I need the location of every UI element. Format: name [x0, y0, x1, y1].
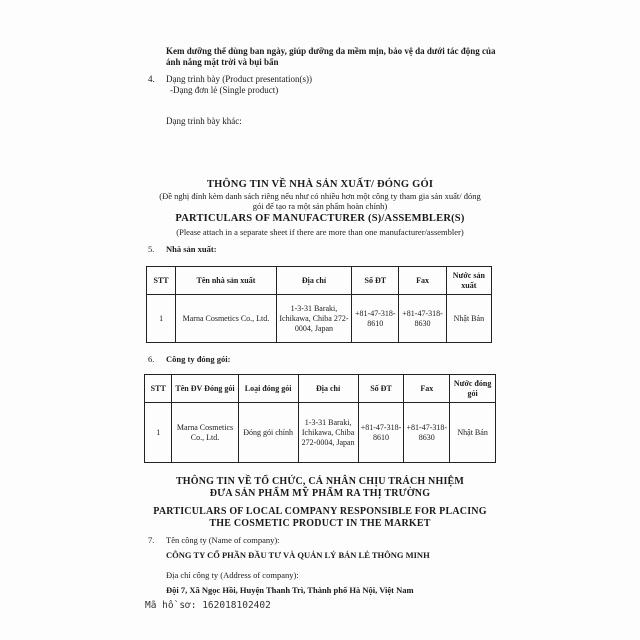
record-code: Mã hồ sơ: 162018102402: [145, 600, 271, 611]
item-4-label: Dạng trình bày (Product presentation(s)): [166, 74, 312, 84]
table-row: [145, 403, 496, 463]
col-header-address: Địa chỉ: [276, 267, 351, 295]
intro-line-1: Kem dưỡng thể dùng ban ngày, giúp dưỡng da mềm mịn, bảo vệ da dưới tác động của: [166, 46, 496, 56]
manufacturer-table: [146, 266, 492, 343]
item-4-value: -Dạng đơn lẻ (Single product): [170, 85, 279, 95]
col-header-country: Nước sản xuất: [446, 267, 491, 295]
cell-stt: 1: [145, 403, 172, 463]
item-5-label: Nhà sản xuất:: [166, 244, 217, 254]
packager-table: [144, 374, 496, 463]
packager-table-header: [145, 375, 496, 403]
item-7-address: Đội 7, Xã Ngọc Hồi, Huyện Thanh Trì, Thành phố Hà Nội, Việt Nam: [166, 585, 414, 595]
col-header-phone: Số ĐT: [358, 375, 404, 403]
col-header-address: Địa chỉ: [298, 375, 358, 403]
cell-phone: +81-47-318-8610: [352, 295, 399, 343]
cell-stt: 1: [147, 295, 176, 343]
cell-country: Nhật Bản: [450, 403, 496, 463]
col-header-fax: Fax: [399, 267, 446, 295]
table-row: [147, 295, 492, 343]
item-4-number: 4.: [148, 74, 155, 84]
intro-line-2: ánh nắng mặt trời và bụi bẩn: [166, 57, 279, 67]
col-header-phone: Số ĐT: [352, 267, 399, 295]
col-header-fax: Fax: [404, 375, 450, 403]
col-header-stt: STT: [147, 267, 176, 295]
cell-country: Nhật Bản: [446, 295, 491, 343]
item-6-number: 6.: [148, 354, 155, 364]
local-title-vi-2: ĐƯA SẢN PHẨM MỸ PHẨM RA THỊ TRƯỜNG: [209, 488, 431, 499]
item-7-company: CÔNG TY CỔ PHẦN ĐẦU TƯ VÀ QUẢN LÝ BÁN LẺ THÔNG MINH: [166, 550, 430, 560]
cell-fax: +81-47-318-8630: [399, 295, 446, 343]
col-header-country: Nước đóng gói: [450, 375, 496, 403]
manufacturer-title-vi: THÔNG TIN VỀ NHÀ SẢN XUẤT/ ĐÓNG GÓI: [206, 179, 434, 190]
cell-address: 1-3-31 Baraki, Ichikawa, Chiba 272-0004, Japan: [298, 403, 358, 463]
cell-type: Đóng gói chính: [238, 403, 298, 463]
manufacturer-title-en: PARTICULARS OF MANUFACTURER (S)/ASSEMBLER(S): [175, 213, 465, 224]
item-5-number: 5.: [148, 244, 155, 254]
col-header-stt: STT: [145, 375, 172, 403]
col-header-name: Tên ĐV Đóng gói: [172, 375, 238, 403]
item-6-label: Công ty đóng gói:: [166, 354, 231, 364]
manufacturer-note-en: (Please attach in a separate sheet if there are more than one manufacturer/assembler): [176, 227, 464, 237]
col-header-type: Loại đóng gói: [238, 375, 298, 403]
item-4-other: Dạng trình bày khác:: [166, 116, 242, 126]
local-title-en-2: THE COSMETIC PRODUCT IN THE MARKET: [209, 518, 431, 529]
item-7-number: 7.: [148, 535, 155, 545]
cell-name: Marna Cosmetics Co., Ltd.: [172, 403, 238, 463]
manufacturer-note-vi-2: gói để tạo ra một sản phẩm hoàn chỉnh): [252, 201, 388, 211]
col-header-name: Tên nhà sản xuất: [176, 267, 277, 295]
item-7-label: Tên công ty (Name of company):: [166, 535, 280, 545]
local-title-en-1: PARTICULARS OF LOCAL COMPANY RESPONSIBLE FOR PLACING: [153, 506, 487, 517]
cell-name: Marna Cosmetics Co., Ltd.: [176, 295, 277, 343]
manufacturer-table-header: [147, 267, 492, 295]
item-7-address-label: Địa chỉ công ty (Address of company):: [166, 570, 299, 580]
cell-fax: +81-47-318-8630: [404, 403, 450, 463]
manufacturer-note-vi-1: (Đề nghị đính kèm danh sách riêng nếu như có nhiều hơn một công ty tham gia sản xuất/ đóng: [159, 191, 481, 201]
cell-phone: +81-47-318-8610: [358, 403, 404, 463]
local-title-vi-1: THÔNG TIN VỀ TỔ CHỨC, CÁ NHÂN CHỊU TRÁCH NHIỆM: [175, 476, 465, 487]
cell-address: 1-3-31 Baraki, Ichikawa, Chiba 272-0004, Japan: [276, 295, 351, 343]
